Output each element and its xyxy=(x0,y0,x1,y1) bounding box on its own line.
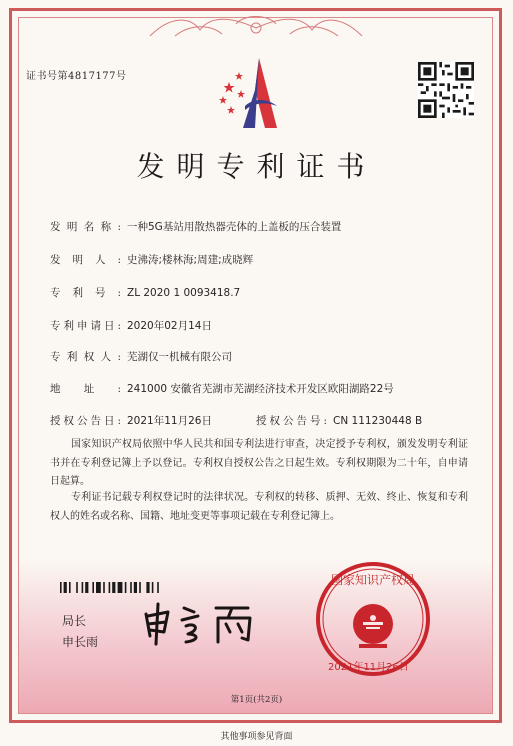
certificate-number: 证书号第4817177号 xyxy=(26,71,127,82)
patentee-value: 芜湖仅一机械有限公司 xyxy=(127,351,232,363)
seal-text: 国家知识产权局 xyxy=(330,573,416,587)
seal-date: 2021年11月26日 xyxy=(328,662,409,673)
cnipa-logo-icon xyxy=(215,54,295,134)
page-number: 第1页(共2页) xyxy=(230,695,283,705)
filing-date-value: 2020年02月14日 xyxy=(127,320,212,332)
patent-number-row xyxy=(50,285,240,300)
grant-statement-paragraph: 国家知识产权局依照中华人民共和国专利法进行审查，决定授予专利权，颁发发明专利证书并在专利登记簿上予以登记。专利权自授权公告之日起生效。专利权期限为二十年，自申请日起算。 xyxy=(50,439,468,487)
patentee-row xyxy=(50,349,232,364)
patent-number-label: 专利号: xyxy=(50,287,121,299)
grant-number-row xyxy=(256,413,422,428)
director-name: 申长雨 xyxy=(62,635,99,649)
top-ornament xyxy=(0,10,513,44)
filing-date-label: 专利申请日: xyxy=(50,320,121,332)
filing-date-row xyxy=(50,318,212,333)
qr-code-icon xyxy=(418,62,474,118)
patent-number-value: ZL 2020 1 0093418.7 xyxy=(127,287,241,299)
grant-date-label: 授权公告日: xyxy=(50,415,121,427)
inventor-row xyxy=(50,252,253,267)
certificate-title: 发明专利证书 xyxy=(136,150,377,183)
barcode-icon xyxy=(60,582,192,593)
invention-name-row xyxy=(50,219,341,234)
invention-name-value: 一种5G基站用散热器壳体的上盖板的压合装置 xyxy=(127,221,342,233)
grant-date-row xyxy=(50,413,212,428)
invention-name-label: 发明名称: xyxy=(50,221,121,233)
director-signature-icon xyxy=(138,600,268,648)
footer-note: 其他事项参见背面 xyxy=(220,732,293,742)
director-title: 局长 xyxy=(62,614,87,628)
inventor-label: 发明人: xyxy=(50,254,121,266)
address-value: 241000 安徽省芜湖市芜湖经济技术开发区欧阳湖路22号 xyxy=(127,383,394,395)
patentee-label: 专利权人: xyxy=(50,351,121,363)
grant-date-value: 2021年11月26日 xyxy=(127,415,212,427)
inventor-value: 史沸涛;楼林海;周建;成晓辉 xyxy=(127,254,254,266)
grant-number-label: 授权公告号: xyxy=(256,415,327,427)
address-row xyxy=(50,381,394,396)
grant-number-value: CN 111230448 B xyxy=(333,415,423,427)
legal-status-paragraph: 专利证书记载专利权登记时的法律状况。专利权的转移、质押、无效、终止、恢复和专利权人的姓名或名称、国籍、地址变更等事项记载在专利登记簿上。 xyxy=(50,492,468,522)
address-label: 地址: xyxy=(50,383,121,395)
